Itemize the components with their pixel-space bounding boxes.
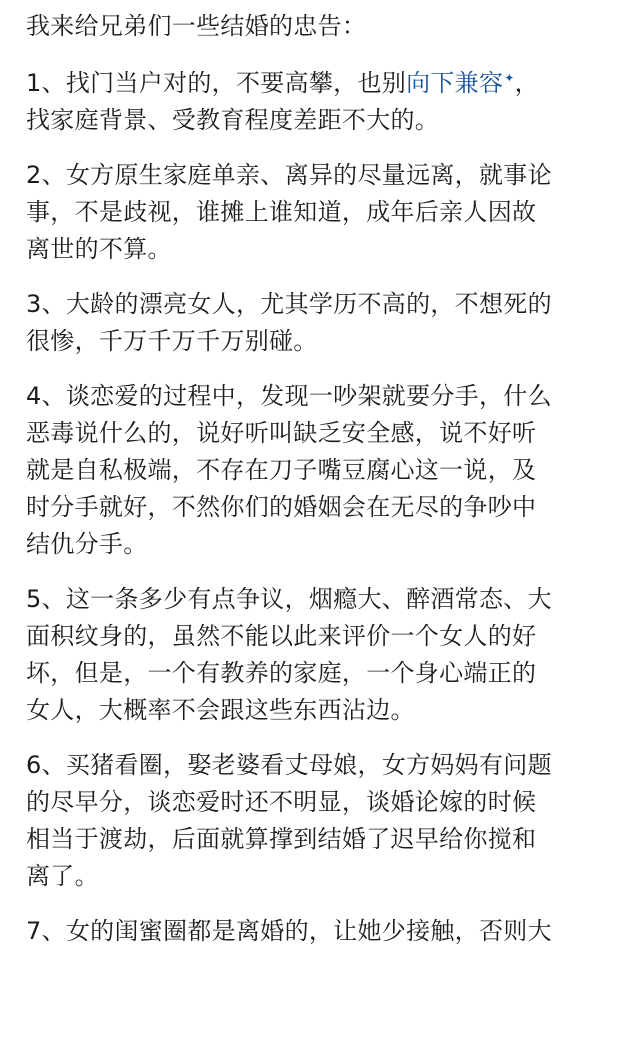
advice-item-3-line-1: 3、大龄的漂亮女人，尤其学历不高的，不想死的 bbox=[26, 290, 552, 318]
advice-item-1-line-1 bbox=[26, 60, 626, 102]
keyword-link-downward-compatible[interactable]: 向下兼容 bbox=[406, 69, 504, 97]
advice-item-7-line-1: 7、女的闺蜜圈都是离婚的，让她少接触，否则大 bbox=[26, 917, 552, 945]
advice-item-5-line-2: 面积纹身的，虽然不能以此来评价一个女人的好 bbox=[26, 622, 537, 650]
advice-item-6-line-4: 离了。 bbox=[26, 862, 99, 890]
advice-item-5-line-3: 坏，但是，一个有教养的家庭，一个身心端正的 bbox=[26, 659, 537, 687]
advice-item-5 bbox=[26, 581, 626, 729]
intro-line: 我来给兄弟们一些结婚的忠告： bbox=[26, 12, 367, 40]
article-body bbox=[26, 8, 626, 968]
intro-paragraph bbox=[26, 8, 626, 45]
advice-item-6-line-2: 的尽早分，谈恋爱时还不明显，谈婚论嫁的时候 bbox=[26, 788, 537, 816]
advice-item-5-line-1: 5、这一条多少有点争议，烟瘾大、醉酒常态、大 bbox=[26, 585, 552, 613]
advice-item-5-line-4: 女人，大概率不会跟这些东西沾边。 bbox=[26, 696, 415, 724]
advice-item-2 bbox=[26, 157, 626, 268]
advice-item-3-line-2: 很惨，千万千万千万别碰。 bbox=[26, 327, 318, 355]
advice-item-4-line-5: 结仇分手。 bbox=[26, 530, 148, 558]
advice-item-1-line-2: 找家庭背景、受教育程度差距不大的。 bbox=[26, 106, 440, 134]
advice-item-6-line-3: 相当于渡劫，后面就算撑到结婚了迟早给你搅和 bbox=[26, 825, 537, 853]
advice-item-4-line-1: 4、谈恋爱的过程中，发现一吵架就要分手，什么 bbox=[26, 382, 552, 410]
advice-item-6-line-1: 6、买猪看圈，娶老婆看丈母娘，女方妈妈有问题 bbox=[26, 751, 552, 779]
advice-item-3 bbox=[26, 286, 626, 360]
advice-item-4 bbox=[26, 378, 626, 563]
sparkle-icon: ✦ bbox=[504, 71, 515, 85]
advice-item-7 bbox=[26, 913, 626, 950]
advice-item-6 bbox=[26, 747, 626, 895]
advice-item-4-line-2: 恶毒说什么的，说好听叫缺乏安全感，说不好听 bbox=[26, 419, 537, 447]
advice-item-1-text-pre: 1、找门当户对的，不要高攀，也别 bbox=[26, 69, 407, 97]
advice-item-2-line-1: 2、女方原生家庭单亲、离异的尽量远离，就事论 bbox=[26, 161, 552, 189]
advice-item-4-line-3: 就是自私极端，不存在刀子嘴豆腐心这一说，及 bbox=[26, 456, 537, 484]
advice-item-4-line-4: 时分手就好，不然你们的婚姻会在无尽的争吵中 bbox=[26, 493, 537, 521]
advice-item-1-text-post: ， bbox=[514, 69, 539, 97]
advice-item-2-line-3: 离世的不算。 bbox=[26, 235, 172, 263]
advice-item-1 bbox=[26, 60, 626, 139]
advice-item-2-line-2: 事，不是歧视，谁摊上谁知道，成年后亲人因故 bbox=[26, 198, 537, 226]
